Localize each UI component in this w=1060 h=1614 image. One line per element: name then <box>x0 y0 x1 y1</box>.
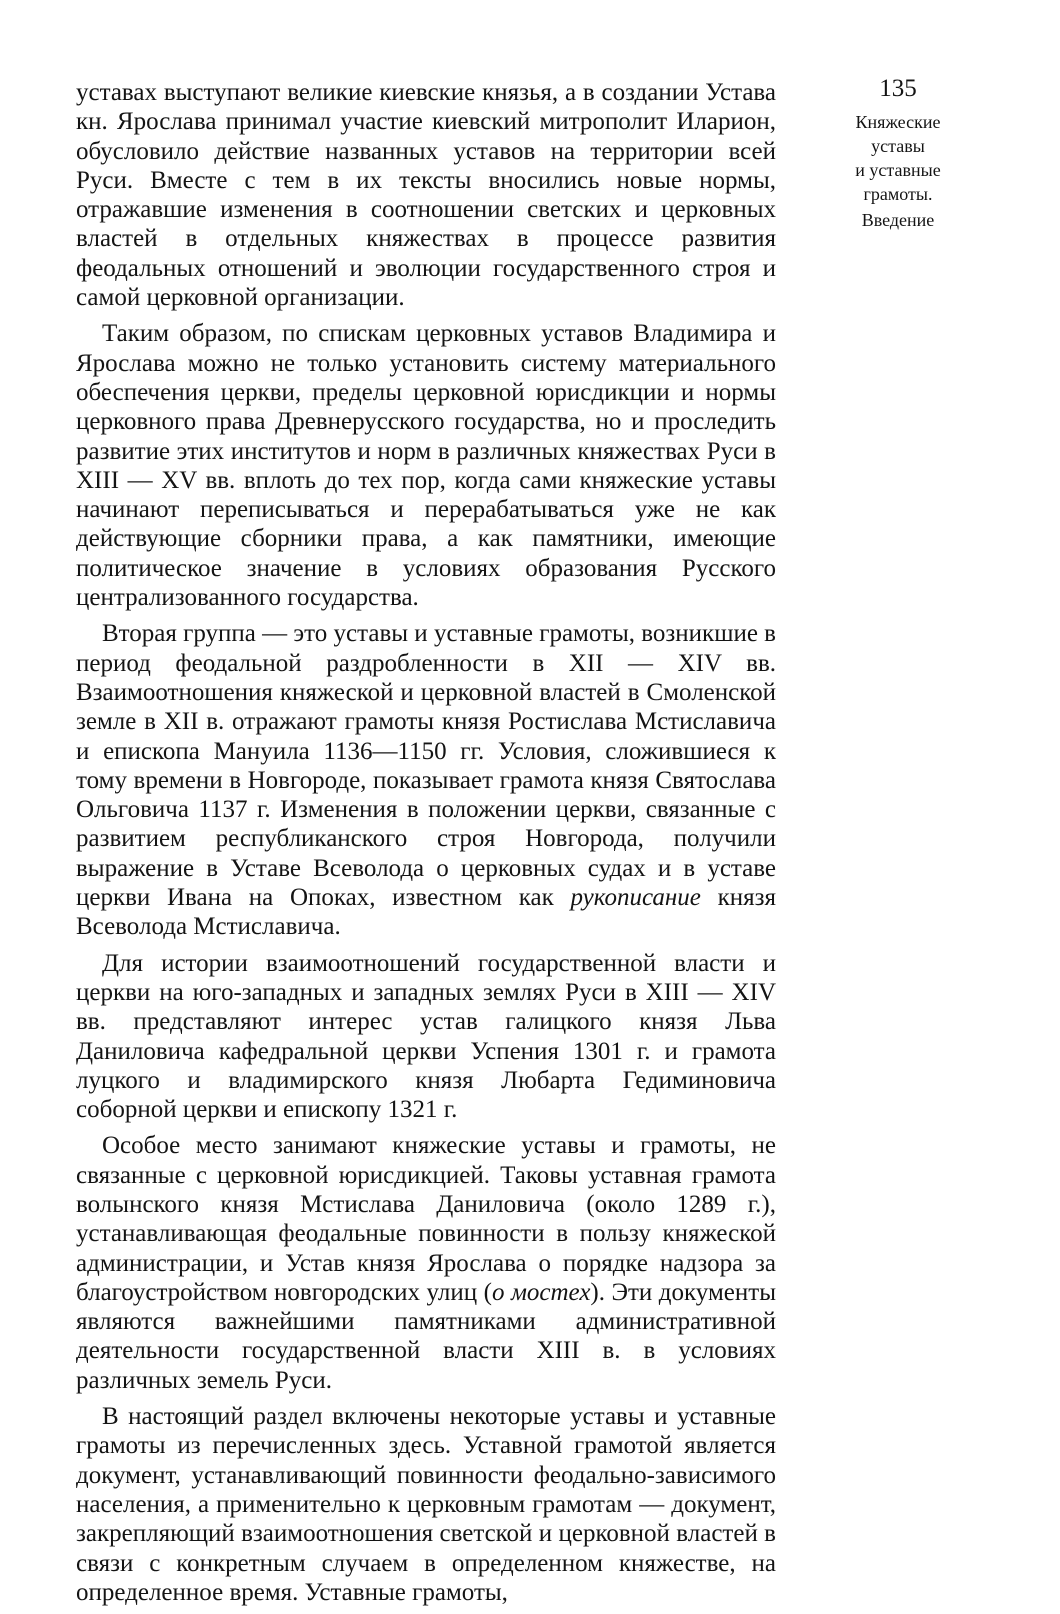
running-section-title-line: Княжеские <box>855 112 941 132</box>
paragraph-text: Особое место занимают княжеские уставы и грамоты, не связанные с церковной юрисдикцией. Таковы уставная грамота волынского князя Мстислава Даниловича (около 1289 г.), устанавливающая феодальные повинности в пользу княжеской администрации, и Устав князя Ярослава о порядке надзора за благоустройством новгородских улиц ( <box>76 1132 776 1306</box>
main-text-column <box>76 78 776 1614</box>
running-subsection-title: Введение <box>861 210 935 230</box>
paragraph-second-group <box>76 619 776 941</box>
page-number: 135 <box>879 75 917 102</box>
paragraph-continued: уставах выступают великие киевские князья, а в создании Устава кн. Ярослава принимал участие киевский митрополит Иларион, обусловило действие названных уставов на территории всей Руси. Вместе с тем в их тексты вносились новые нормы, отражавшие изменения в соотношении светских и церковных властей в отдельных княжествах в процессе развития феодальных отношений и эволюции государственного строя и самой церковной организации. <box>76 79 776 312</box>
paragraph-text: Вторая группа — это уставы и уставные грамоты, возникшие в период феодальной раздробленности в XII — XIV вв. Взаимоотношения княжеской и церковной властей в Смоленской земле в XII в. отражают грамоты князя Ростислава Мстиславича и епископа Мануила 1136—1150 гг. Условия, сложившиеся к тому времени в Новгороде, показывает грамота князя Святослава Ольговича 1137 г. Изменения в положении церкви, связанные с развитием республиканского строя Новгорода, получили выражение в Уставе Всеволода о церковных судах и в уставе церкви Ивана на Опоках, известном как <box>76 620 776 912</box>
paragraph-southwestern-lands: Для истории взаимоотношений государственной власти и церкви на юго-западных и западных землях Руси в XIII — XIV вв. представляют интерес устав галицкого князя Льва Даниловича кафедральной церкви Успения 1301 г. и грамота луцкого и владимирского князя Любарта Гедиминовича соборной церкви и епископу 1321 г. <box>76 949 776 1124</box>
paragraph-special-place <box>76 1131 776 1395</box>
margin-column <box>828 74 968 232</box>
paragraph-text: князя Всеволода Мстиславича. <box>76 884 776 941</box>
running-section-title-line: уставы <box>871 136 925 156</box>
paragraph-church-statutes-lists: Таким образом, по спискам церковных уставов Владимира и Ярослава можно не только установить систему материального обеспечения церкви, пределы церковной юрисдикции и нормы церковного права Древнерусского государства, но и проследить развитие этих институтов и норм в различных княжествах Руси в XIII — XV вв. вплоть до тех пор, когда сами княжеские уставы начинают переписываться и перерабатываться уже не как действующие сборники права, а как памятники, имеющие политическое значение в условиях образования Русского централизованного государства. <box>76 320 776 612</box>
italic-term: рукописание <box>570 884 701 912</box>
paragraph-text: ). Эти документы являются важнейшими памятниками административной деятельности государственной власти XIII в. в условиях различных земель Руси. <box>76 1278 776 1394</box>
paragraph-section-contents: В настоящий раздел включены некоторые уставы и уставные грамоты из перечисленных здесь. Уставной грамотой является документ, устанавливающий повинности феодально-зависимого населения, а применительно к церковным грамотам — документ, закрепляющий взаимоотношения светской и церковной властей в связи с конкретным случаем в определенном княжестве, на определенное время. Уставные грамоты, <box>76 1403 776 1606</box>
running-section-title-line: и уставные <box>855 160 941 180</box>
italic-term: о мостех <box>491 1278 591 1306</box>
running-section-title-line: грамоты. <box>863 184 933 204</box>
